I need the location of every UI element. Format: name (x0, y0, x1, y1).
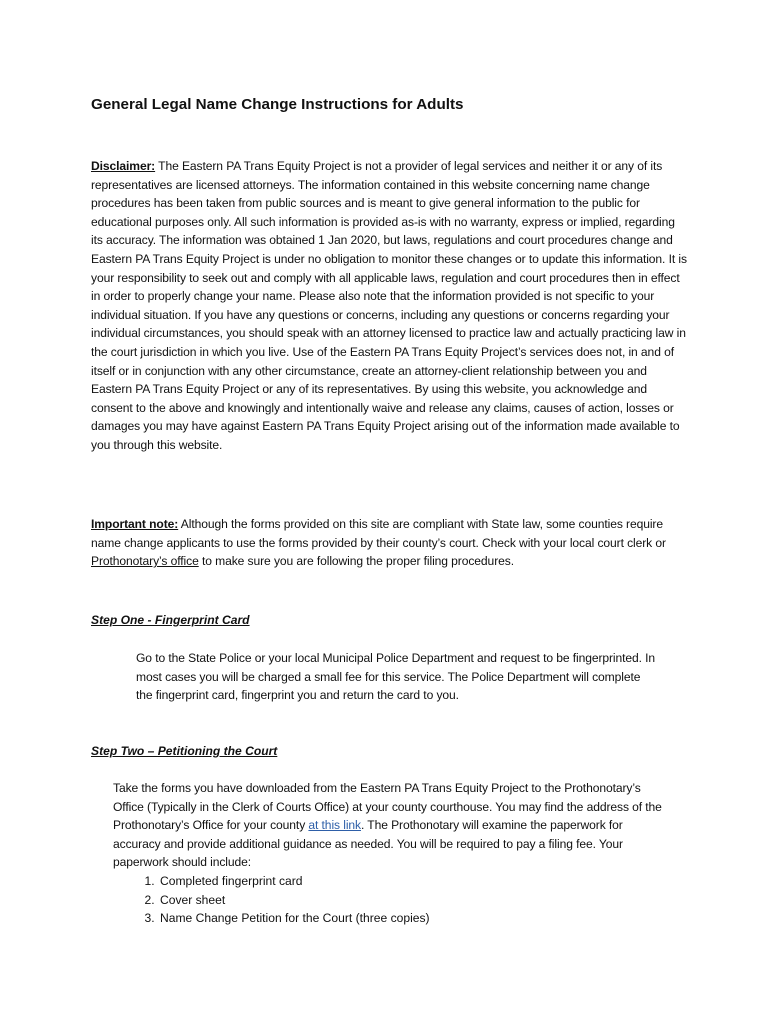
county-address-link[interactable]: at this link (308, 818, 361, 833)
step-two-text-end: . The Prothonotary will examine the paperwork for accuracy and provide additional guidance as needed. You will be required to pay a filing fee. Your paperwork should include: (113, 818, 623, 870)
step-two-paragraph (113, 779, 673, 872)
prothonotary-office-link[interactable]: Prothonotary’s office (91, 554, 199, 569)
important-note-label: Important note: (91, 517, 179, 531)
page-title: General Legal Name Change Instructions for Adults (91, 96, 464, 113)
list-item: 1. Completed fingerprint card (158, 872, 430, 891)
step-two-heading: Step Two – Petitioning the Court (91, 744, 278, 758)
step-one-paragraph: Go to the State Police or your local Municipal Police Department and request to be fingerprinted. In most cases you will be charged a small fee for this service. The Police Department will complete the fingerprint card, fingerprint you and return the card to you. (136, 651, 656, 703)
disclaimer-label: Disclaimer: (91, 159, 156, 173)
list-item: 3. Name Change Petition for the Court (three copies) (158, 909, 430, 928)
step-one-heading: Step One - Fingerprint Card (91, 613, 250, 627)
important-note-text-end: to make sure you are following the proper filing procedures. (198, 554, 514, 569)
paperwork-list (113, 872, 430, 928)
important-note-text: Although the forms provided on this site are compliant with State law, some counties require name change applicants to use the forms provided by their county’s court. Check with your local court clerk or (91, 517, 666, 550)
important-note-paragraph (91, 515, 689, 571)
list-item: 2. Cover sheet (158, 891, 430, 910)
step-two-text: Take the forms you have downloaded from the Eastern PA Trans Equity Project to the Prothonotary’s Office (Typically in the Clerk of Courts Office) at your county courthouse. You may find the address of the Prothonotary’s Office for your county (113, 781, 662, 833)
disclaimer-paragraph (91, 157, 689, 455)
disclaimer-text: The Eastern PA Trans Equity Project is not a provider of legal services and neither it or any of its representatives are licensed attorneys. The information contained in this website concerning name change procedures has been taken from public sources and is meant to give general information to the public for educational purposes only. All such information is provided as-is with no warranty, express or implied, regarding its accuracy. The information was obtained 1 Jan 2020, but laws, regulations and court procedures change and Eastern PA Trans Equity Project is under no obligation to monitor these changes or to update this information. It is your responsibility to seek out and comply with all applicable laws, regulation and court procedures then in effect in order to properly change your name. Please also note that the information provided is not specific to your individual situation. If you have any questions or concerns, including any questions or concerns regarding your individual circumstances, you should speak with an attorney licensed to practice law and actually practicing law in the court jurisdiction in which you live. Use of the Eastern PA Trans Equity Project’s services does not, in and of itself or in conjunction with any other circumstance, create an attorney-client relationship between you and Eastern PA Trans Equity Project or any of its representatives. By using this website, you acknowledge and consent to the above and knowingly and intentionally waive and release any claims, causes of action, losses or damages you may have against Eastern PA Trans Equity Project arising out of the information made available to you through this website. (91, 159, 687, 452)
